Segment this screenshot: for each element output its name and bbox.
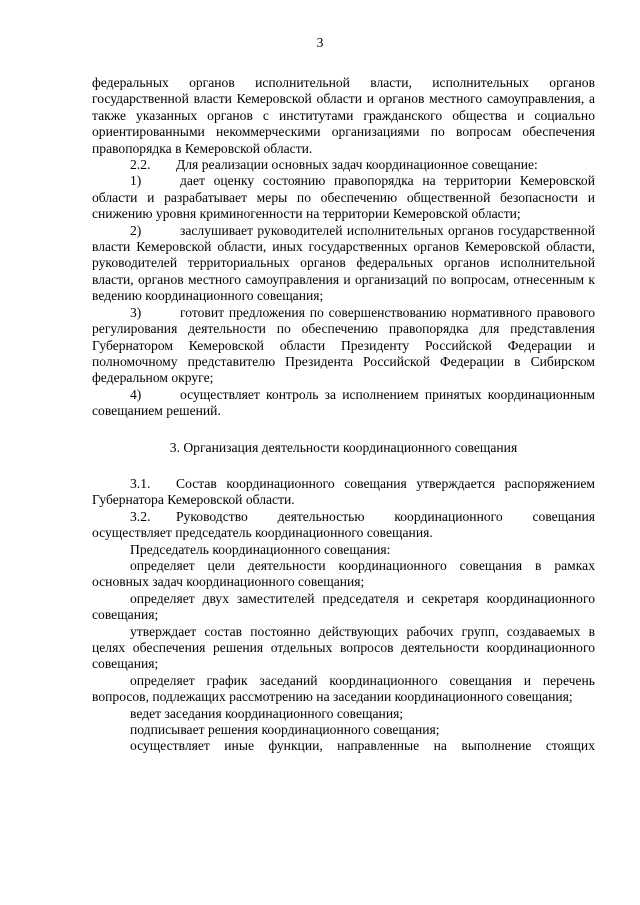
- paragraph-text: дает оценку состоянию правопорядка на территории Кемеровской области и разрабатывает меры по обеспечению общественной безопасности и снижению уровня криминогенности на территории Кемеровской области;: [92, 173, 595, 222]
- item-number: 3.1.: [130, 475, 151, 491]
- item-number: 3.2.: [130, 508, 151, 524]
- paragraph-text: Состав координационного совещания утверждается распоряжением Губернатора Кемеровской области.: [92, 475, 595, 508]
- document-body: [92, 75, 595, 755]
- item-number: 1): [130, 173, 142, 189]
- item-number: 4): [130, 386, 142, 402]
- chairman-duty-7: осуществляет иные функции, направленные на выполнение стоящих: [130, 738, 595, 754]
- chairman-duty-2: определяет двух заместителей председателя и секретаря координационного совещания;: [92, 590, 595, 623]
- paragraph-text: заслушивает руководителей исполнительных органов государственной власти Кемеровской области, иных государственных органов Кемеровской области, руководителей территориальных органов федеральных органов исполнительной власти, органов местного самоуправления и организаций по вопросам, отнесенным к ведению координационного совещания;: [92, 222, 595, 304]
- list-item-4: [92, 387, 595, 420]
- paragraph-3-2: [92, 509, 595, 542]
- chairman-duty-6: подписывает решения координационного совещания;: [130, 722, 440, 738]
- chairman-intro: Председатель координационного совещания:: [130, 541, 391, 557]
- chairman-duty-1: определяет цели деятельности координационного совещания в рамках основных задач координационного совещания;: [92, 557, 595, 590]
- paragraph-text: готовит предложения по совершенствованию нормативного правового регулирования деятельности по обеспечению правопорядка для представления Губернатором Кемеровской области Президенту Российской Федерации и полномочному представителю Президента Российской Федерации в Сибирском федеральном округе;: [92, 304, 595, 386]
- list-item-2: [92, 223, 595, 305]
- paragraph-2-2: [92, 157, 595, 173]
- paragraph-text: Руководство деятельностью координационного совещания осуществляет председатель координационного совещания.: [92, 508, 595, 541]
- chairman-duty-3: утверждает состав постоянно действующих рабочих групп, создаваемых в целях обеспечения решения отдельных вопросов деятельности координационного совещания;: [92, 623, 595, 672]
- paragraph-3-1: [92, 476, 595, 509]
- list-item-1: [92, 173, 595, 222]
- page-number: 3: [316, 35, 324, 50]
- paragraph-continuation: федеральных органов исполнительной власти, исполнительных органов государственной власти Кемеровской области и органов местного самоуправления, а также указанных органов с институтами гражданского общества и социально ориентированными некоммерческими организациями по вопросам обеспечения правопорядка в Кемеровской области.: [92, 75, 595, 156]
- item-number: 3): [130, 304, 142, 320]
- list-item-3: [92, 305, 595, 387]
- paragraph-text: осуществляет контроль за исполнением принятых координационным совещанием решений.: [92, 386, 595, 419]
- section-heading: 3. Организация деятельности координационного совещания: [169, 439, 518, 455]
- paragraph-text: Для реализации основных задач координационное совещание:: [176, 157, 538, 173]
- chairman-duty-4: определяет график заседаний координационного совещания и перечень вопросов, подлежащих рассмотрению на заседании координационного совещания;: [92, 672, 595, 705]
- item-number: 2): [130, 222, 142, 238]
- chairman-duty-5: ведет заседания координационного совещания;: [130, 705, 404, 721]
- item-number: 2.2.: [130, 157, 151, 173]
